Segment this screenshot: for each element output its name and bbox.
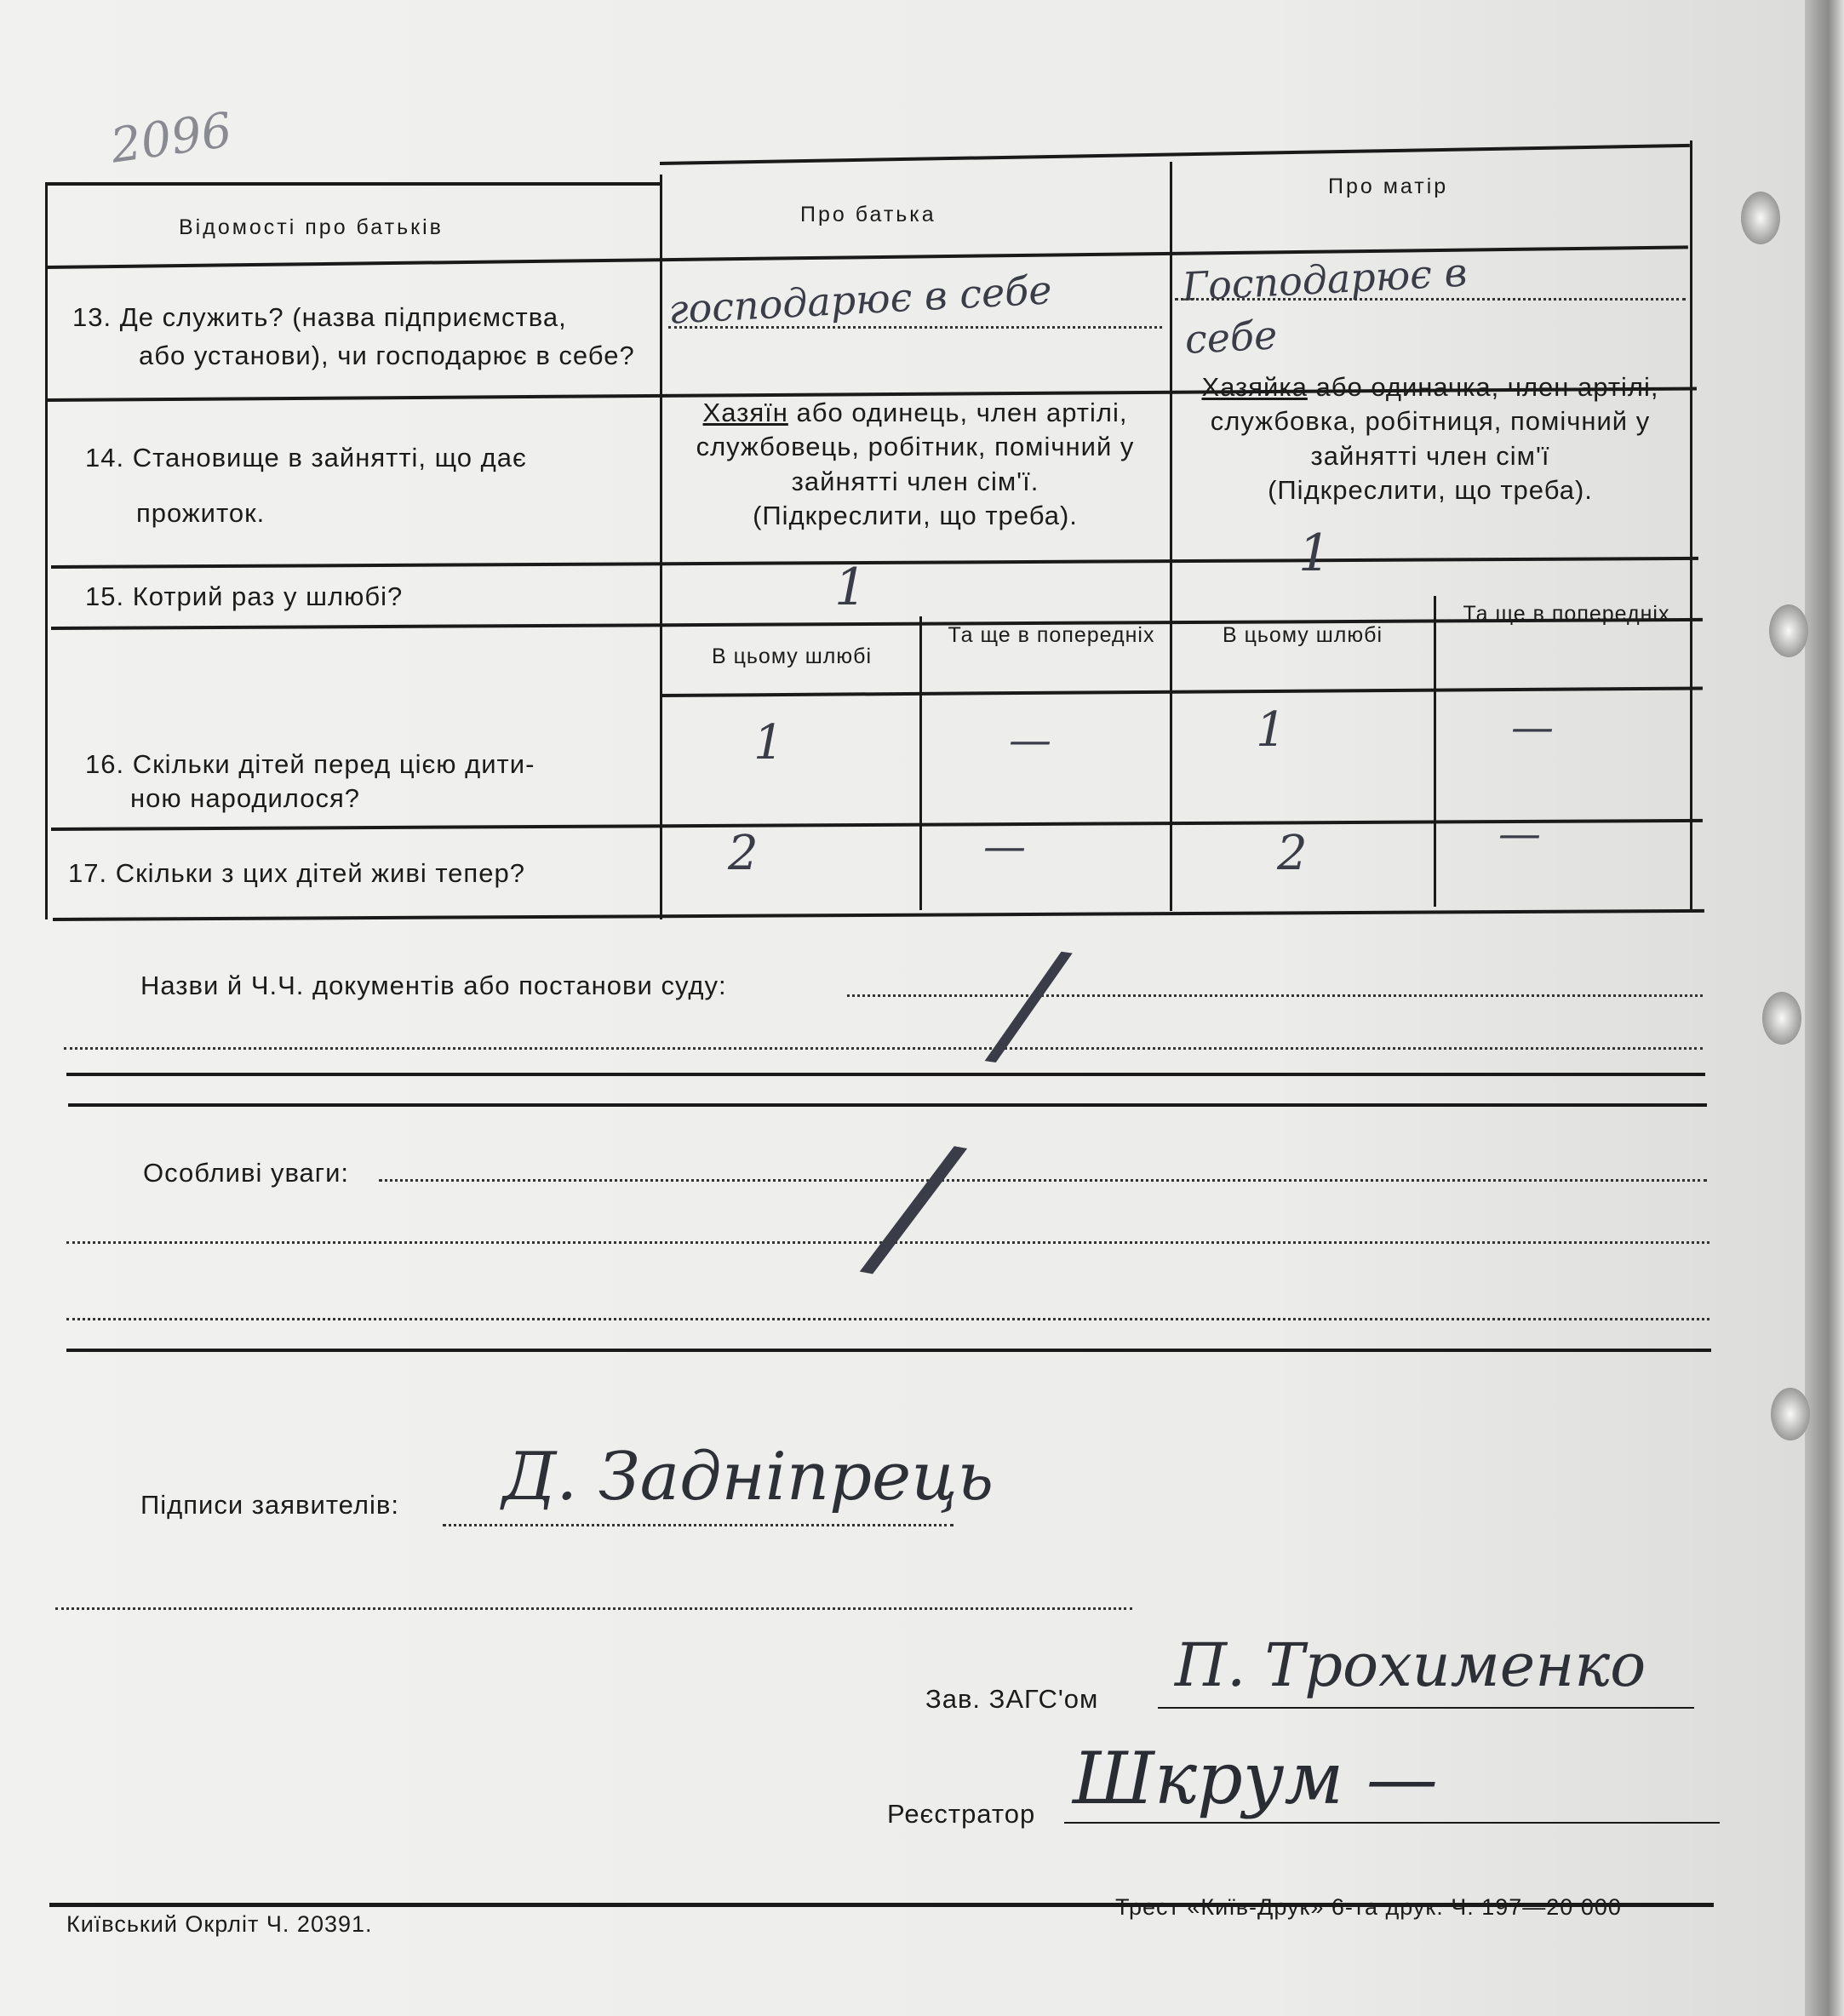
row14-label-2: прожиток.: [136, 498, 266, 528]
row15-mother-value: 1: [1298, 524, 1331, 583]
punch-hole: [1741, 192, 1780, 244]
row17-value: 2: [728, 826, 759, 881]
row15-father-value: 1: [834, 558, 868, 617]
row13-father-value: господарює в себе: [667, 266, 1053, 333]
row13-label: 13. Де служить? (назва підприємства,: [72, 302, 567, 332]
row14-father-options: Хазяїн або одинець, член артілі, службовець, робітник, помічний у зайнятті член сім'ї. (Підкреслити, що треба).: [696, 398, 1135, 530]
row17-value: —: [983, 822, 1026, 871]
subheader-father-previous: Та ще в попередніх: [948, 623, 1155, 647]
header-father: Про батька: [800, 203, 936, 226]
header-parents-info: Відомості про батьків: [179, 215, 444, 239]
punch-hole: [1771, 1388, 1810, 1440]
footer-left: Київський Окрліт Ч. 20391.: [66, 1911, 373, 1937]
subheader-father-this-marriage: В цьому шлюбі: [711, 644, 873, 668]
archive-number: 2096: [107, 102, 236, 175]
row16-label-2: ною народилося?: [130, 783, 360, 813]
applicants-signature-label: Підписи заявителів:: [140, 1490, 399, 1520]
row14-label: 14. Становище в зайнятті, що дає: [85, 443, 527, 472]
applicants-signature: Д. Задніпрець: [502, 1439, 994, 1515]
row14-mother-options: Хазяйка або одиначка, член артілі, службовка, робітниця, помічний у зайнятті член сім'ї (Підкреслити, що треба).: [1201, 372, 1659, 505]
row16-value: 1: [1256, 702, 1286, 758]
documents-label: Назви й Ч.Ч. документів або постанови суду:: [140, 971, 727, 1000]
footer-right: Трест «Київ-Друк» 6-та друк. Ч. 197—20 000: [1115, 1894, 1622, 1920]
punch-hole: [1762, 992, 1801, 1045]
punch-hole: [1769, 604, 1808, 657]
subheader-mother-previous: Та ще в попередніх: [1463, 602, 1670, 626]
row17-value: —: [1498, 809, 1541, 858]
row16-label: 16. Скільки дітей перед цією дити-: [85, 749, 535, 779]
binding-edge: [1805, 0, 1844, 2016]
row17-label: 17. Скільки з цих дітей живі тепер?: [68, 858, 525, 888]
row16-value: 1: [753, 715, 784, 770]
registry-head-label: Зав. ЗАГС'ом: [925, 1684, 1099, 1714]
row16-value: —: [1009, 715, 1051, 765]
row13-label-2: або установи), чи господарює в себе?: [139, 341, 635, 370]
header-mother: Про матір: [1328, 175, 1449, 198]
registrar-signature: Шкрум —: [1073, 1737, 1438, 1820]
row17-value: 2: [1277, 826, 1308, 881]
documents-value: /: [993, 916, 1065, 1091]
notes-value: /: [868, 1102, 960, 1309]
registrar-label: Реєстратор: [887, 1799, 1036, 1829]
row16-value: —: [1511, 702, 1554, 752]
notes-label: Особливі уваги:: [143, 1158, 350, 1188]
row13-mother-value: Господарює в себе: [1181, 249, 1469, 363]
row15-label: 15. Котрий раз у шлюбі?: [85, 581, 404, 611]
registry-head-signature: П. Трохименко: [1175, 1630, 1646, 1700]
subheader-mother-this-marriage: В цьому шлюбі: [1222, 623, 1383, 647]
